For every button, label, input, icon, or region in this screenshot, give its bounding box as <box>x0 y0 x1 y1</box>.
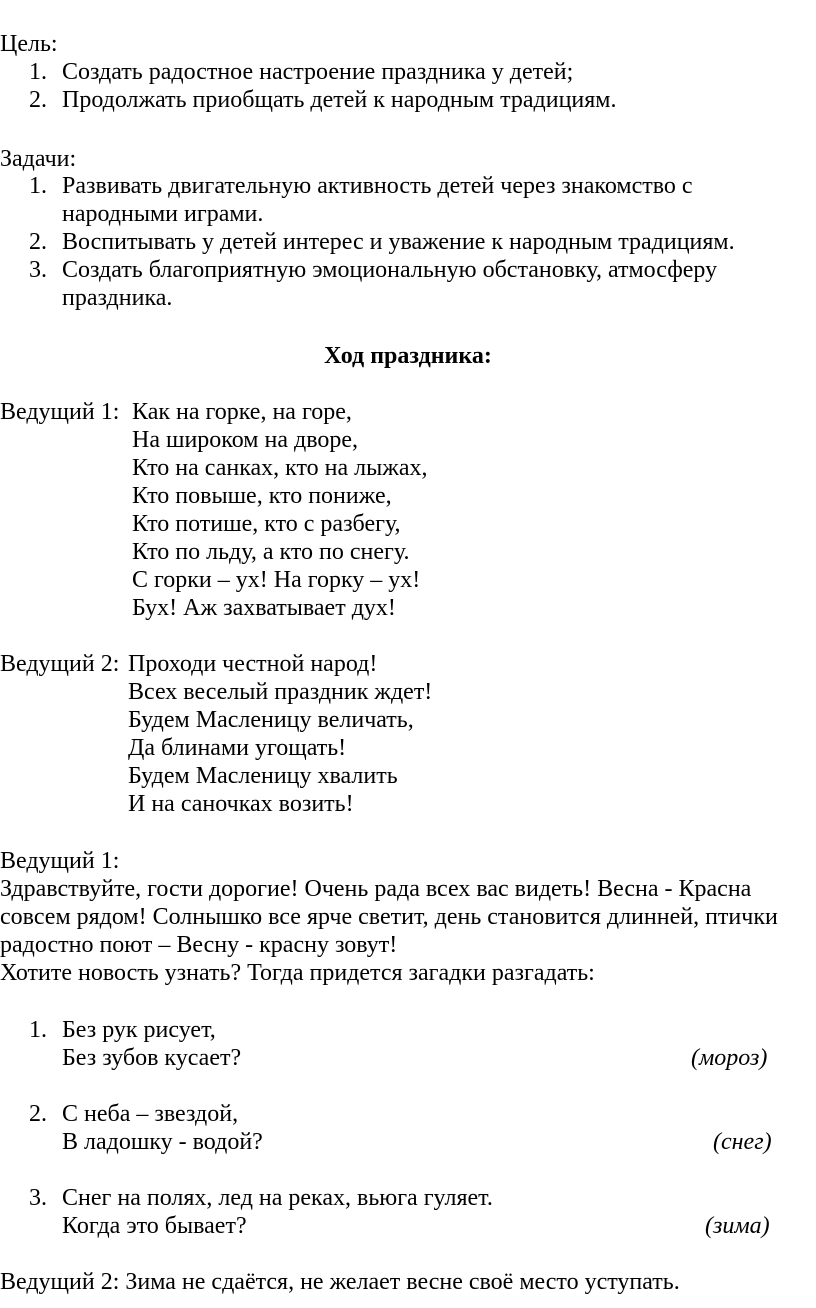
task-item-text: Создать благоприятную эмоциональную обстановку, атмосферу <box>62 257 718 283</box>
speech-line: Хотите новость узнать? Тогда придется загадки разгадать: <box>0 960 595 986</box>
riddle-num: 1. <box>29 1017 47 1043</box>
verse-line: Кто на санках, кто на лыжах, <box>132 455 428 481</box>
verse-line: Будем Масленицу хвалить <box>128 763 398 789</box>
verse-line: Всех веселый праздник ждет! <box>128 679 433 705</box>
riddle-line: Без зубов кусает? <box>62 1045 242 1071</box>
goal-heading: Цель: <box>0 31 58 57</box>
verse-line: Будем Масленицу величать, <box>128 707 414 733</box>
riddle-answer: (зима) <box>705 1213 770 1239</box>
speech-line: Здравствуйте, гости дорогие! Очень рада всех вас видеть! Весна - Красна <box>0 876 752 902</box>
verse-line: Проходи честной народ! <box>128 651 378 677</box>
task-item-text: Развивать двигательную активность детей через знакомство с <box>62 173 693 199</box>
verse-line: Да блинами угощать! <box>128 735 347 761</box>
task-item-num: 2. <box>29 229 47 255</box>
riddle-num: 2. <box>29 1101 47 1127</box>
task-item-text: Воспитывать у детей интерес и уважение к народным традициям. <box>62 229 735 255</box>
task-item-num: 1. <box>29 173 47 199</box>
tasks-heading: Задачи: <box>0 146 77 172</box>
goal-item-num: 2. <box>29 87 47 113</box>
closing-line: Ведущий 2: Зима не сдаётся, не желает весне своё место уступать. <box>0 1269 680 1295</box>
riddle-line: Когда это бывает? <box>62 1213 247 1239</box>
task-item-num: 3. <box>29 257 47 283</box>
riddle-num: 3. <box>29 1185 47 1211</box>
verse-line: Кто повыше, кто пониже, <box>132 483 392 509</box>
verse-line: На широком на дворе, <box>132 427 359 453</box>
riddle-line: Снег на полях, лед на реках, вьюга гуляет. <box>62 1185 493 1211</box>
verse-line: Кто потише, кто с разбегу, <box>132 511 401 537</box>
goal-item-text: Создать радостное настроение праздника у детей; <box>62 59 574 85</box>
task-item-text: праздника. <box>62 285 173 311</box>
speech-line: совсем рядом! Солнышко все ярче светит, день становится длинней, птички <box>0 904 778 930</box>
riddle-line: В ладошку - водой? <box>62 1129 263 1155</box>
verse-line: Бух! Аж захватывает дух! <box>132 595 396 621</box>
course-title: Ход праздника: <box>324 343 492 369</box>
goal-item-text: Продолжать приобщать детей к народным традициям. <box>62 87 617 113</box>
riddle-line: С неба – звездой, <box>62 1101 239 1127</box>
speech-line: радостно поют – Весну - красну зовут! <box>0 932 398 958</box>
verse-line: И на саночках возить! <box>128 791 354 817</box>
task-item-text: народными играми. <box>62 201 264 227</box>
speaker-label: Ведущий 1: <box>0 399 120 425</box>
riddle-answer: (снег) <box>713 1129 772 1155</box>
speaker-label: Ведущий 2: <box>0 651 120 677</box>
verse-line: Кто по льду, а кто по снегу. <box>132 539 410 565</box>
speaker-label: Ведущий 1: <box>0 848 120 874</box>
riddle-answer: (мороз) <box>691 1045 768 1071</box>
verse-line: Как на горке, на горе, <box>132 399 352 425</box>
riddle-line: Без рук рисует, <box>62 1017 216 1043</box>
verse-line: С горки – ух! На горку – ух! <box>132 567 421 593</box>
goal-item-num: 1. <box>29 59 47 85</box>
